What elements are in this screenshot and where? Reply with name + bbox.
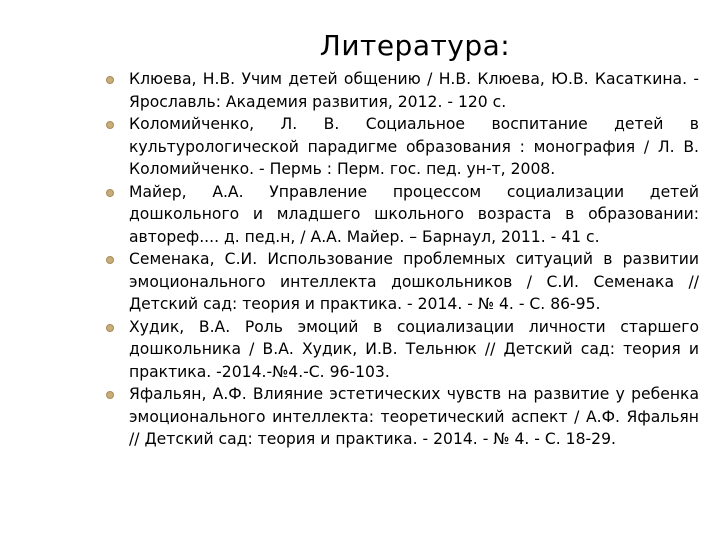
reference-item (103, 383, 699, 451)
reference-text: Клюева, Н.В. Учим детей общению / Н.В. Клюева, Ю.В. Касаткина. - Ярославль: Академия развития, 2012. - 120 с. (129, 70, 699, 111)
bullet-icon (106, 76, 114, 84)
reference-text: Майер, А.А. Управление процессом социализации детей дошкольного и младшего школьного возраста в образовании: автореф.... д. пед.н, / А.А. Майер. – Барнаул, 2011. - 41 с. (129, 182, 699, 246)
reference-text: Коломийченко, Л. В. Социальное воспитание детей в культурологической парадигме образования : монография / Л. В. Коломийченко. - Пермь : Перм. гос. пед. ун-т, 2008. (129, 115, 699, 178)
reference-item (103, 248, 699, 316)
reference-text: Семенака, С.И. Использование проблемных ситуаций в развитии эмоционального интеллекта дошкольников / С.И. Семенака // Детский сад: теория и практика. - 2014. - № 4. - С. 86-95. (129, 250, 699, 313)
slide-title: Литература: (319, 29, 511, 62)
reference-item (103, 316, 699, 384)
bullet-icon (106, 121, 114, 129)
reference-item (103, 181, 699, 249)
reference-text: Яфальян, А.Ф. Влияние эстетических чувств на развитие у ребенка эмоционального интеллекта: теоретический аспект / А.Ф. Яфальян // Детский сад: теория и практика. - 2014. - № 4. - С. 18-29. (129, 385, 699, 448)
bullet-icon (106, 391, 114, 399)
reference-item (103, 68, 699, 113)
reference-list (103, 68, 699, 451)
reference-item (103, 113, 699, 181)
bullet-icon (106, 189, 114, 197)
bullet-icon (106, 324, 114, 332)
reference-text: Худик, В.А. Роль эмоций в социализации личности старшего дошкольника / В.А. Худик, И.В. Тельнюк // Детский сад: теория и практика. -2014.-№4.-С. 96-103. (129, 317, 699, 381)
bullet-icon (106, 256, 114, 264)
